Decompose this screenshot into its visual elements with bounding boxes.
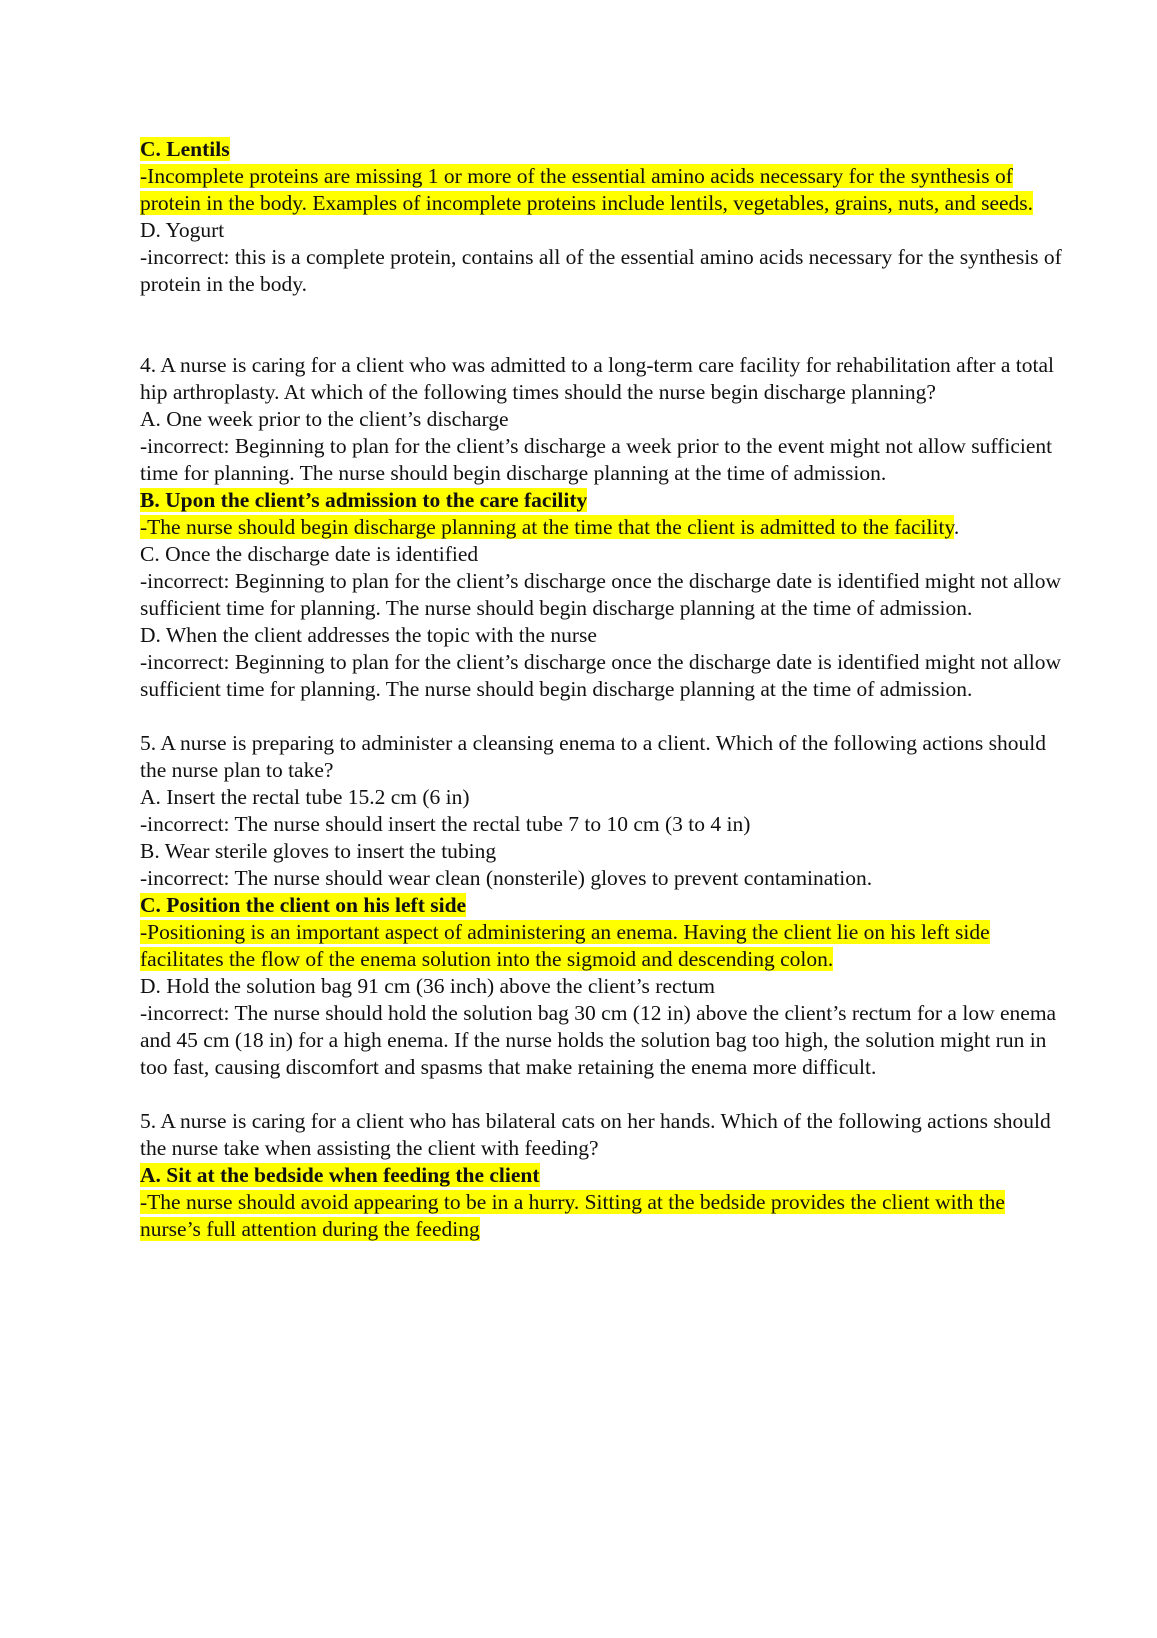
q4-option-b-rationale: -The nurse should begin discharge planning at the time that the client is admitted to the facility. <box>140 515 960 539</box>
q5-option-c: C. Position the client on his left side <box>140 893 467 917</box>
q5-option-a-rationale: -incorrect: The nurse should insert the rectal tube 7 to 10 cm (3 to 4 in) <box>140 812 751 836</box>
q5-option-d: D. Hold the solution bag 91 cm (36 inch) above the client’s rectum <box>140 974 715 998</box>
spacer <box>140 703 1070 730</box>
q5b-option-a: A. Sit at the bedside when feeding the client <box>140 1163 540 1187</box>
question-5: 5. A nurse is preparing to administer a cleansing enema to a client. Which of the following actions should the nurse plan to take? <box>140 731 1046 782</box>
q5-option-a: A. Insert the rectal tube 15.2 cm (6 in) <box>140 785 470 809</box>
q4-option-a-rationale: -incorrect: Beginning to plan for the client’s discharge a week prior to the event might not allow sufficient time for planning. The nurse should begin discharge planning at the time of admission. <box>140 434 1053 485</box>
q4-option-b: B. Upon the client’s admission to the care facility <box>140 488 588 512</box>
q5-option-d-rationale: -incorrect: The nurse should hold the solution bag 30 cm (12 in) above the client’s rectum for a low enema and 45 cm (18 in) for a high enema. If the nurse holds the solution bag too high, the solution might run in too fast, causing discomfort and spasms that make retaining the enema more difficult. <box>140 1001 1057 1079</box>
question-4: 4. A nurse is caring for a client who was admitted to a long-term care facility for rehabilitation after a total hip arthroplasty. At which of the following times should the nurse begin discharge planning? <box>140 353 1055 404</box>
answer-d-yogurt: D. Yogurt <box>140 218 225 242</box>
q4-option-a: A. One week prior to the client’s discharge <box>140 407 509 431</box>
q4-option-d: D. When the client addresses the topic with the nurse <box>140 623 597 647</box>
q4-option-d-rationale: -incorrect: Beginning to plan for the client’s discharge once the discharge date is identified might not allow sufficient time for planning. The nurse should begin discharge planning at the time of admission. <box>140 650 1062 701</box>
question-5-feeding: 5. A nurse is caring for a client who has bilateral cats on her hands. Which of the following actions should the nurse take when assisting the client with feeding? <box>140 1109 1051 1160</box>
spacer <box>140 298 1070 352</box>
q5-option-b-rationale: -incorrect: The nurse should wear clean (nonsterile) gloves to prevent contamination. <box>140 866 873 890</box>
q5-option-b: B. Wear sterile gloves to insert the tubing <box>140 839 497 863</box>
answer-d-rationale: -incorrect: this is a complete protein, contains all of the essential amino acids necessary for the synthesis of protein in the body. <box>140 245 1062 296</box>
q5-option-c-rationale: -Positioning is an important aspect of administering an enema. Having the client lie on his left side facilitates the flow of the enema solution into the sigmoid and descending colon. <box>140 920 990 971</box>
answer-c-rationale: -Incomplete proteins are missing 1 or more of the essential amino acids necessary for the synthesis of protein in the body. Examples of incomplete proteins include lentils, vegetables, grains, nuts, and seeds. <box>140 164 1034 215</box>
q4-option-c: C. Once the discharge date is identified <box>140 542 479 566</box>
spacer <box>140 1081 1070 1108</box>
document-page <box>140 136 1070 1243</box>
q5b-option-a-rationale: -The nurse should avoid appearing to be in a hurry. Sitting at the bedside provides the client with the nurse’s full attention during the feeding <box>140 1190 1005 1241</box>
answer-c-lentils: C. Lentils <box>140 137 230 161</box>
q4-option-c-rationale: -incorrect: Beginning to plan for the client’s discharge once the discharge date is identified might not allow sufficient time for planning. The nurse should begin discharge planning at the time of admission. <box>140 569 1062 620</box>
